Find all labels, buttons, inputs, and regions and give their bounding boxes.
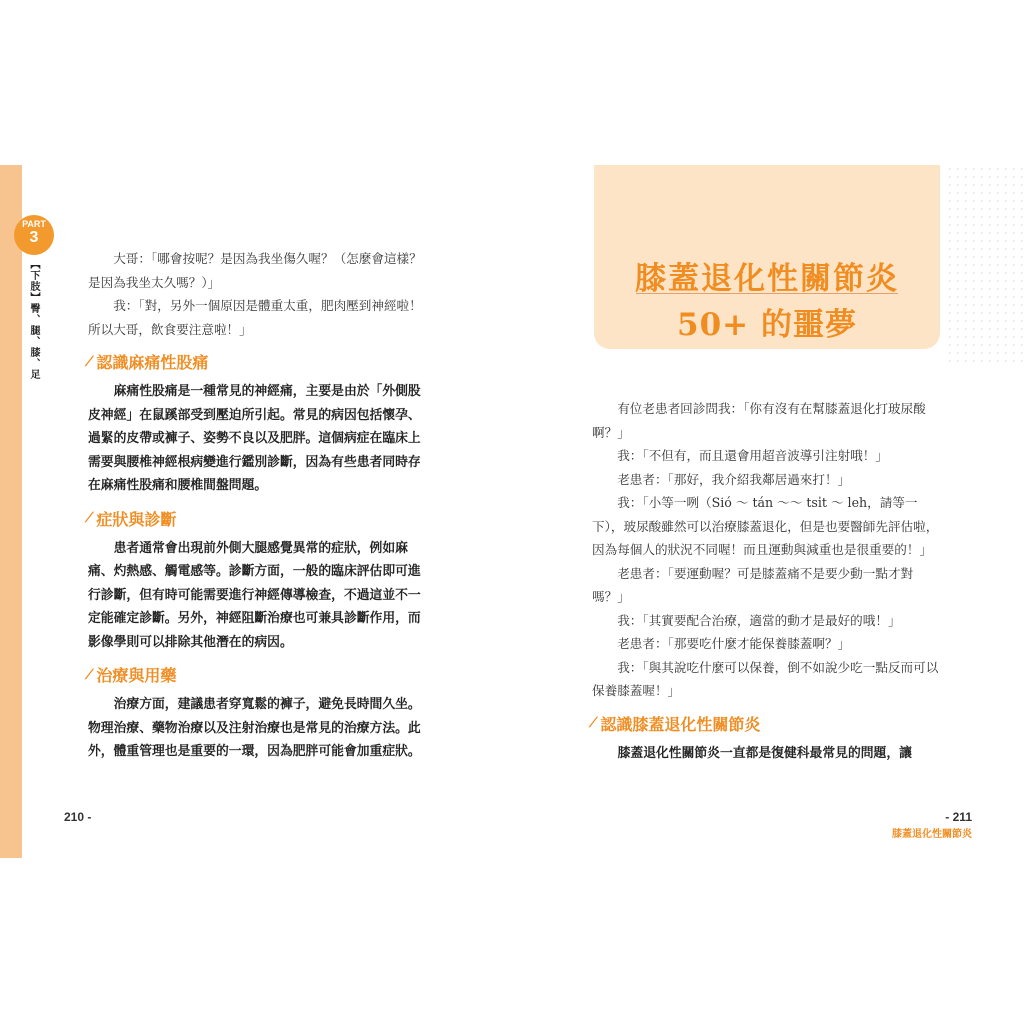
heading-text: 認識麻痛性股痛 — [96, 353, 209, 372]
left-page — [88, 247, 424, 764]
dialog-line: 我：「對，另外一個原因是體重太重，肥肉壓到神經啦！所以大哥，飲食要注意啦！」 — [88, 298, 422, 337]
running-footer-title: 膝蓋退化性關節炎 — [892, 829, 972, 840]
heading-text: 治療與用藥 — [96, 666, 177, 685]
part-badge — [14, 215, 54, 255]
chapter-title-card — [594, 165, 940, 349]
book-spread — [0, 165, 1024, 860]
body-paragraph: 患者通常會出現前外側大腿感覺異常的症狀，例如麻痛、灼熱感、觸電感等。診斷方面，一般的臨床評估即可進行診斷，但有時可能需要進行神經傳導檢查，不過這並不一定能確定診斷。另外，神經阻斷治療也可兼具診斷作用，而影像學則可以排除其他潛在的病因。 — [88, 540, 421, 650]
heading-slash-icon: ⁄ — [86, 353, 92, 370]
part-label: PART — [22, 219, 46, 229]
body-paragraph: 膝蓋退化性關節炎一直都是復健科最常見的問題，讓 — [617, 745, 912, 761]
dialog-line: 有位老患者回診問我：「你有沒有在幫膝蓋退化打玻尿酸啊？」 — [592, 401, 926, 440]
heading-slash-icon: ⁄ — [86, 510, 92, 526]
dialog-line: 大哥：「哪會按呢？是因為我坐傷久喔？（怎麼會這樣？是因為我坐太久嗎？）」 — [88, 251, 422, 290]
title-divider — [636, 293, 898, 294]
heading-text: 認識膝蓋退化性關節炎 — [600, 714, 761, 734]
body-paragraph: 麻痛性股痛是一種常見的神經痛，主要是由於「外側股皮神經」在鼠蹊部受到壓迫所引起。常見的病因包括懷孕、過緊的皮帶或褲子、姿勢不良以及肥胖。這個病症在臨床上需要與腰椎神經根病變進行鑑別診斷，因為有些患者同時存在麻痛性股痛和腰椎間盤問題。 — [88, 384, 421, 493]
heading-text: 症狀與診斷 — [96, 509, 177, 529]
body-paragraph: 治療方面，建議患者穿寬鬆的褲子，避免長時間久坐。物理治療、藥物治療以及注射治療也是常見的治療方法。此外，體重管理也是重要的一環，因為肥胖可能會加重症狀。 — [88, 697, 421, 759]
dialog-line: 我：「不但有，而且還會用超音波導引注射哦！」 — [617, 448, 888, 463]
part-number: 3 — [29, 229, 39, 246]
section-heading — [592, 712, 940, 735]
dialog-line: 我：「其實要配合治療，適當的動才是最好的哦！」 — [617, 612, 901, 628]
section-vertical-label: 【下肢】臀、腿、膝、足 — [28, 259, 39, 380]
page-number-left: 210 - — [64, 810, 92, 824]
part-sidebar — [0, 165, 22, 858]
section-heading — [88, 663, 424, 686]
section-heading — [88, 507, 424, 530]
chapter-subtitle: 50+ 的噩夢 — [677, 307, 857, 343]
page-number-right: - 211 — [945, 810, 972, 824]
right-page — [592, 397, 940, 765]
heading-slash-icon: ⁄ — [86, 666, 92, 683]
chapter-title: 膝蓋退化性關節炎 — [635, 261, 899, 297]
dialog-line: 老患者：「那好，我介紹我鄰居過來打！」 — [617, 471, 851, 487]
dotted-pattern — [946, 165, 1024, 365]
section-heading — [88, 350, 424, 373]
dialog-line: 老患者：「要運動喔？可是膝蓋痛不是要少動一點才對嗎？」 — [592, 565, 914, 604]
heading-slash-icon: ⁄ — [590, 715, 596, 731]
dialog-line: 我：「小等一咧（Sió ～ tán ～～ tsi̍t ～ leh，請等一下），玻尿酸雖然可以治療膝蓋退化，但是也要醫師先評估啦，因為每個人的狀況不同喔！而且運動與減重也是很重要的！」 — [592, 495, 939, 557]
dialog-line: 老患者：「那要吃什麼才能保養膝蓋啊？」 — [617, 636, 851, 651]
dialog-line: 我：「與其說吃什麼可以保養，倒不如說少吃一點反而可以保養膝蓋喔！」 — [592, 659, 939, 698]
